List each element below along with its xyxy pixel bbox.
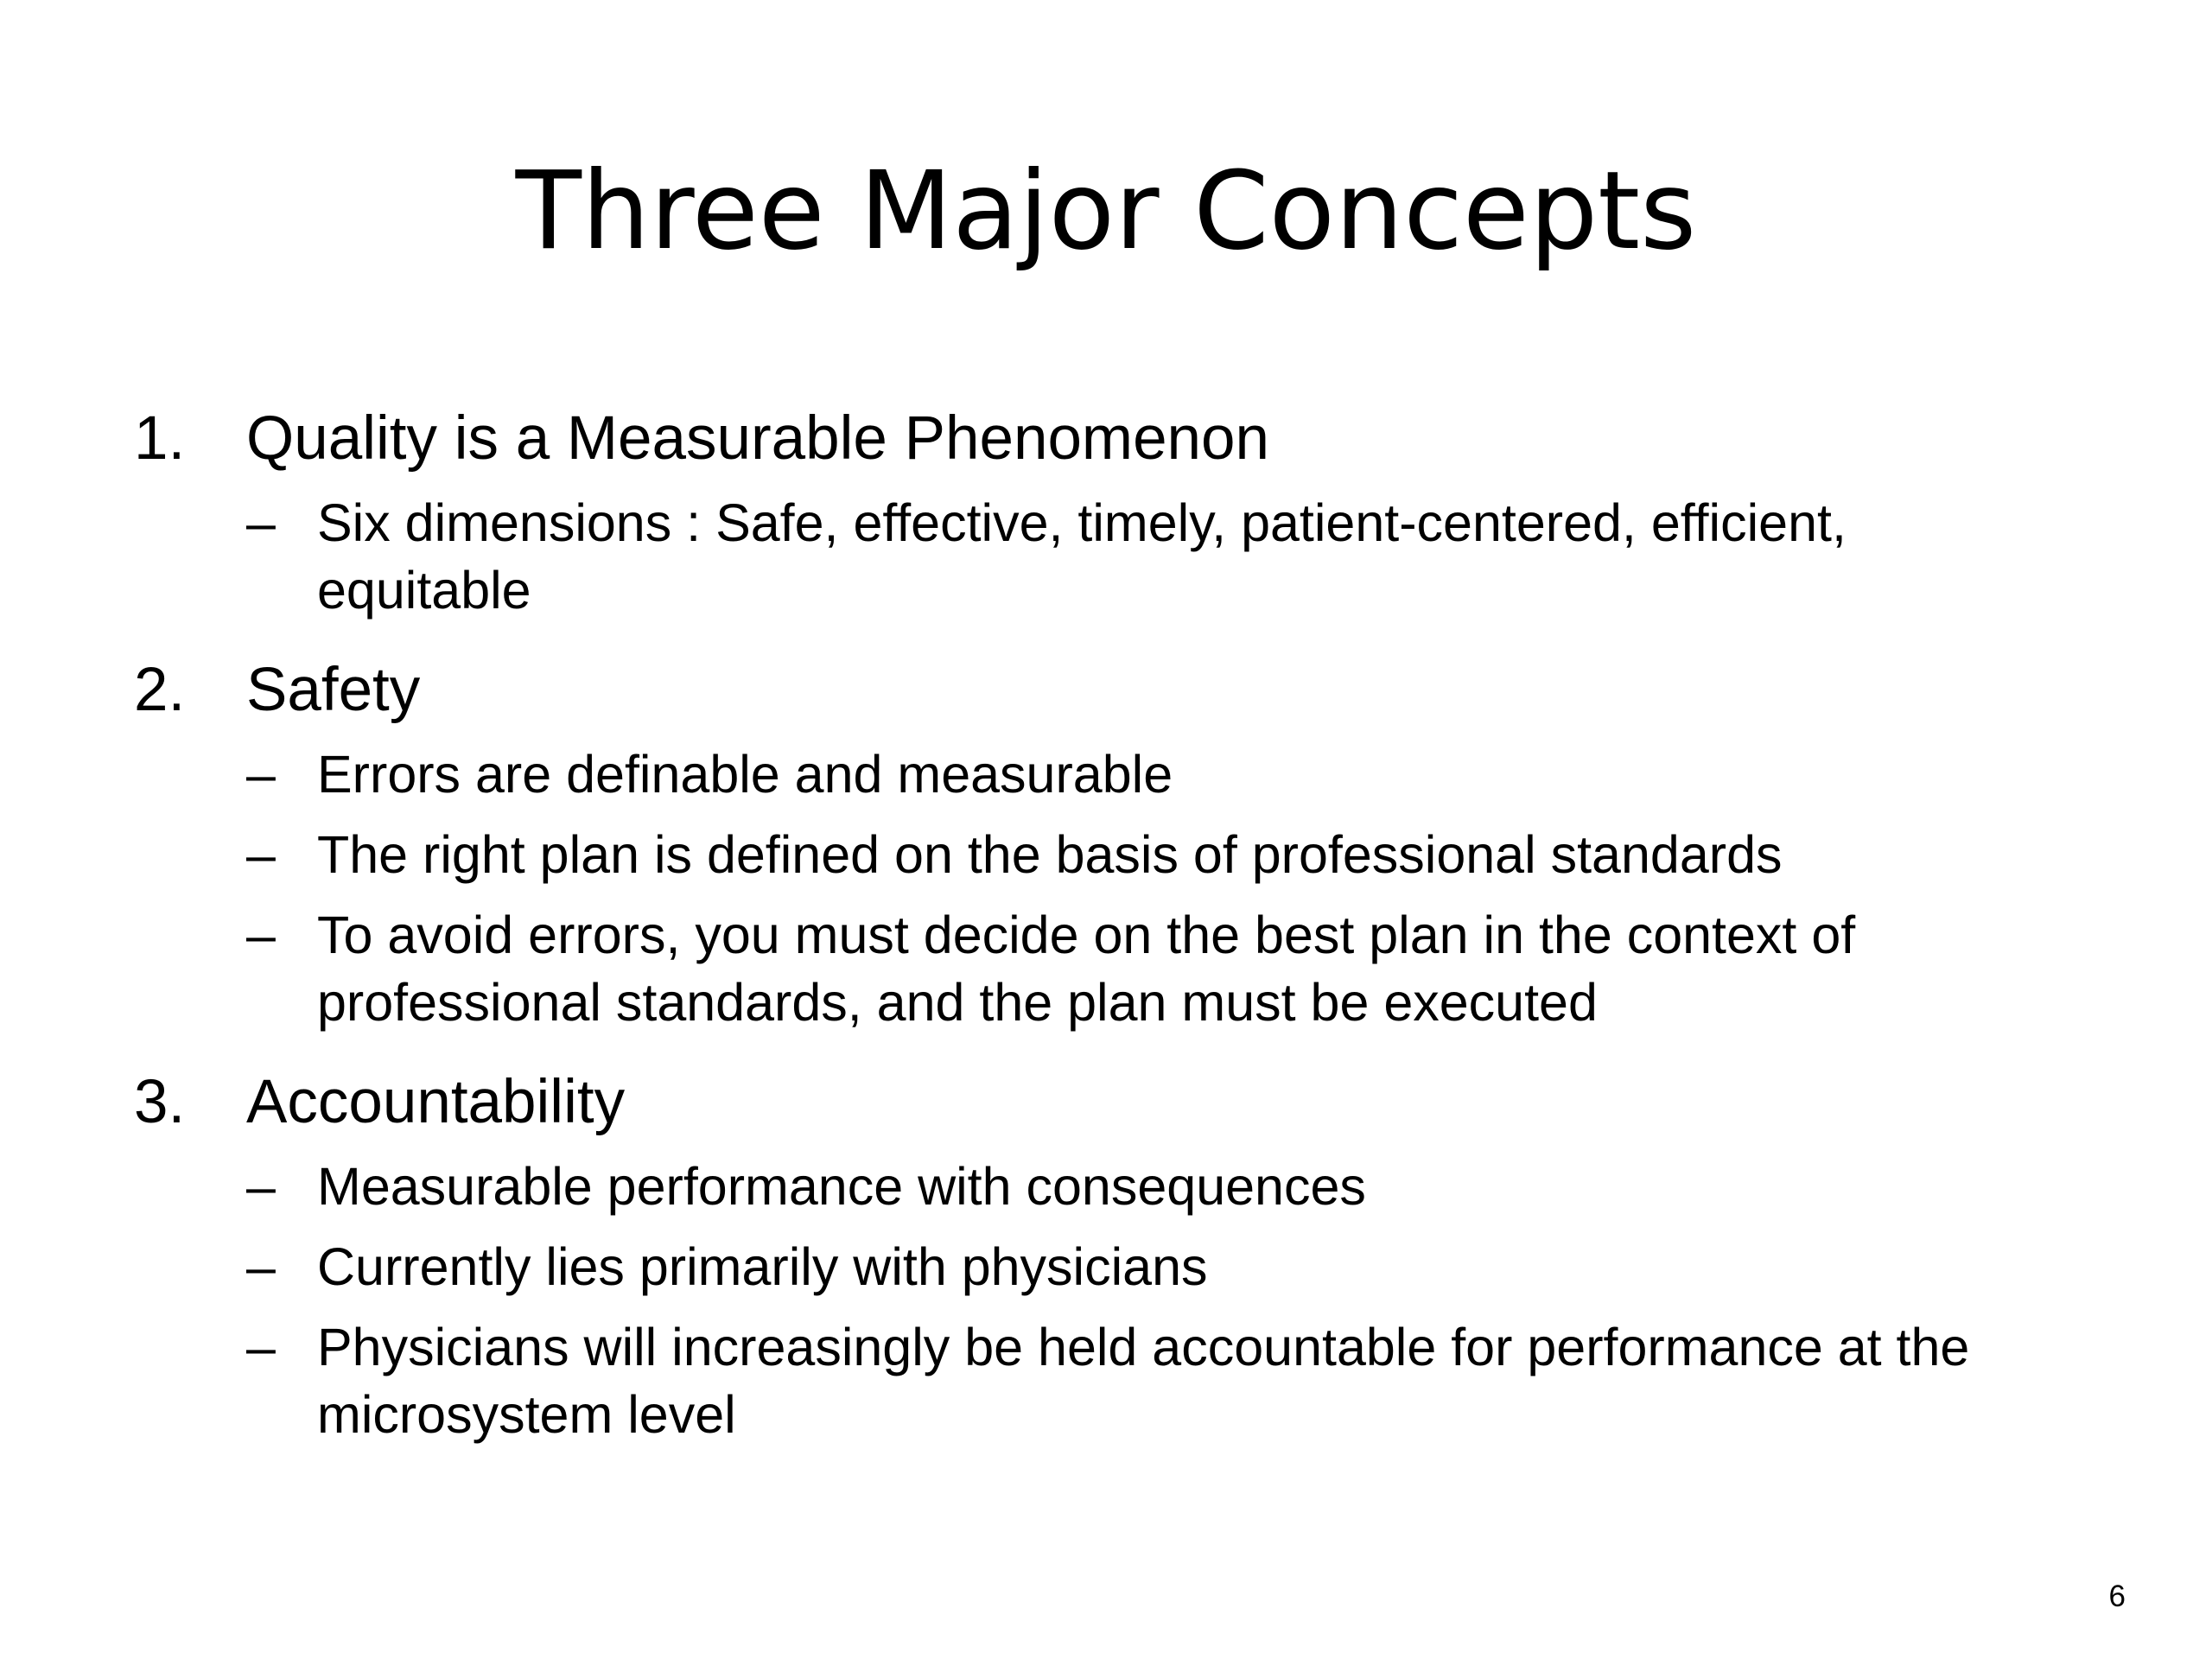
dash-marker: –	[246, 825, 276, 884]
dash-marker: –	[246, 906, 276, 964]
sub-item-text	[317, 901, 1855, 1036]
sub-item	[134, 821, 2121, 888]
sub-item	[134, 1313, 2121, 1448]
sub-item	[134, 901, 2121, 1036]
sub-item-line: To avoid errors, you must decide on the best plan in the context of	[317, 906, 1856, 964]
sublist-quality	[134, 489, 2121, 624]
dash-marker: –	[246, 745, 276, 804]
sublist-accountability	[134, 1153, 2121, 1448]
dash-marker: –	[246, 493, 276, 552]
sub-item-text	[317, 1233, 1208, 1300]
sub-item	[134, 1233, 2121, 1300]
item-label: Quality is a Measurable Phenomenon	[246, 404, 1270, 473]
dash-marker: –	[246, 1237, 276, 1296]
item-label: Safety	[246, 656, 421, 724]
list-item-safety	[134, 653, 2121, 728]
item-label: Accountability	[246, 1068, 626, 1136]
sub-item	[134, 741, 2121, 808]
dash-marker: –	[246, 1318, 276, 1376]
sub-item-line: Errors are definable and measurable	[317, 745, 1173, 804]
slide-title: Three Major Concepts	[515, 149, 1697, 274]
sub-item-line: equitable	[317, 561, 531, 620]
slide-content	[134, 402, 2121, 1448]
sub-item	[134, 1153, 2121, 1220]
sub-item-line: microsystem level	[317, 1385, 736, 1444]
sub-item-text	[317, 821, 1783, 888]
sub-item-line: The right plan is defined on the basis of professional standards	[317, 825, 1783, 884]
sub-item-line: professional standards, and the plan must be executed	[317, 973, 1598, 1032]
sub-item-line: Measurable performance with consequences	[317, 1157, 1366, 1216]
sub-item-text	[317, 1153, 1366, 1220]
dash-marker: –	[246, 1157, 276, 1216]
item-number: 3.	[134, 1068, 186, 1136]
list-item-quality	[134, 402, 2121, 476]
sub-item-line: Currently lies primarily with physicians	[317, 1237, 1208, 1296]
page-number: 6	[2108, 1580, 2126, 1613]
sub-item-text	[317, 741, 1173, 808]
sub-item	[134, 489, 2121, 624]
sub-item-text	[317, 1313, 1969, 1448]
item-number: 1.	[134, 404, 186, 473]
sub-item-line: Physicians will increasingly be held accountable for performance at the	[317, 1318, 1970, 1376]
list-item-accountability	[134, 1065, 2121, 1140]
sub-item-line: Six dimensions : Safe, effective, timely, patient-centered, efficient,	[317, 493, 1847, 552]
sub-item-text	[317, 489, 1847, 624]
item-number: 2.	[134, 656, 186, 724]
sublist-safety	[134, 741, 2121, 1036]
